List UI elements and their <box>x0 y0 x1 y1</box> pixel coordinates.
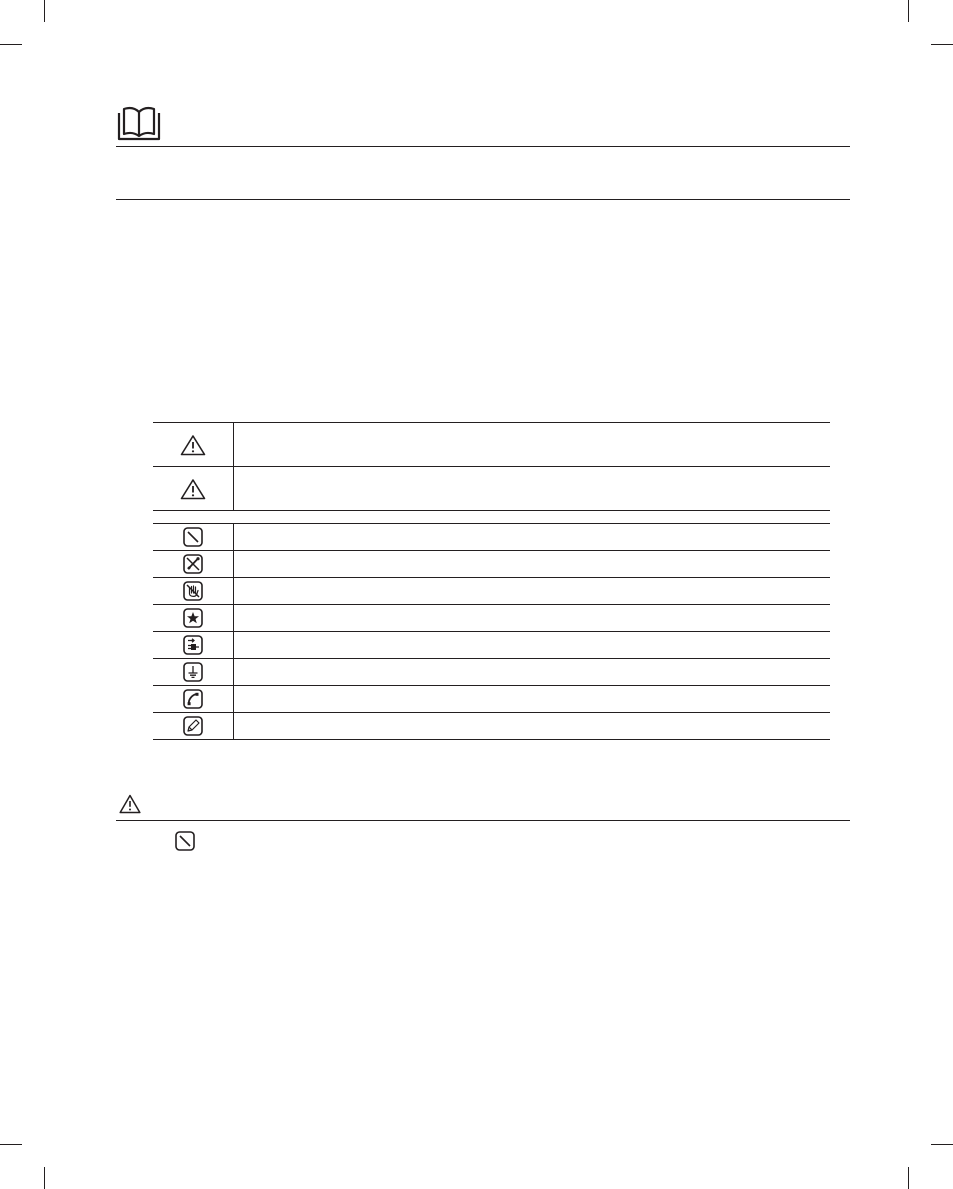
note-icon <box>183 716 203 736</box>
table-cell-text <box>234 467 831 511</box>
warning-triangle-icon <box>180 434 206 456</box>
table-cell-text <box>234 686 831 713</box>
book-icon <box>116 104 162 142</box>
crop-mark <box>0 44 22 45</box>
crop-mark <box>908 1167 909 1189</box>
section-rule <box>116 820 850 821</box>
table-cell-text <box>234 659 831 686</box>
crop-mark <box>0 1144 22 1145</box>
follow-directions-icon <box>183 608 203 628</box>
do-not-disassemble-icon <box>183 554 203 574</box>
ground-icon <box>183 662 203 682</box>
crop-mark <box>44 1167 45 1189</box>
crop-mark <box>931 1144 953 1145</box>
crop-mark <box>931 44 953 45</box>
table-cell-text <box>234 605 831 632</box>
table-row <box>153 551 830 578</box>
table-cell-text <box>234 551 831 578</box>
table-cell-text <box>234 423 831 467</box>
header-rule-bottom <box>116 199 850 200</box>
do-not-touch-icon <box>183 581 203 601</box>
symbol-legend-table <box>153 422 830 740</box>
table-row <box>153 578 830 605</box>
table-row <box>153 423 830 467</box>
table-cell-text <box>234 511 831 524</box>
table-cell-text <box>234 524 831 551</box>
table-cell-text <box>234 578 831 605</box>
table-row <box>153 686 830 713</box>
unplug-icon <box>183 635 203 655</box>
caution-triangle-icon <box>119 794 141 814</box>
caution-triangle-icon <box>180 478 206 500</box>
table-row <box>153 659 830 686</box>
contact-service-icon <box>183 689 203 709</box>
header-rule-top <box>116 146 850 147</box>
prohibited-icon <box>175 831 195 851</box>
table-cell-text <box>234 632 831 659</box>
table-row <box>153 511 830 524</box>
table-row <box>153 524 830 551</box>
crop-mark <box>44 0 45 22</box>
table-row <box>153 467 830 511</box>
crop-mark <box>908 0 909 22</box>
table-cell-text <box>234 713 831 740</box>
table-row <box>153 632 830 659</box>
prohibited-icon <box>183 527 203 547</box>
table-row <box>153 713 830 740</box>
table-row <box>153 605 830 632</box>
